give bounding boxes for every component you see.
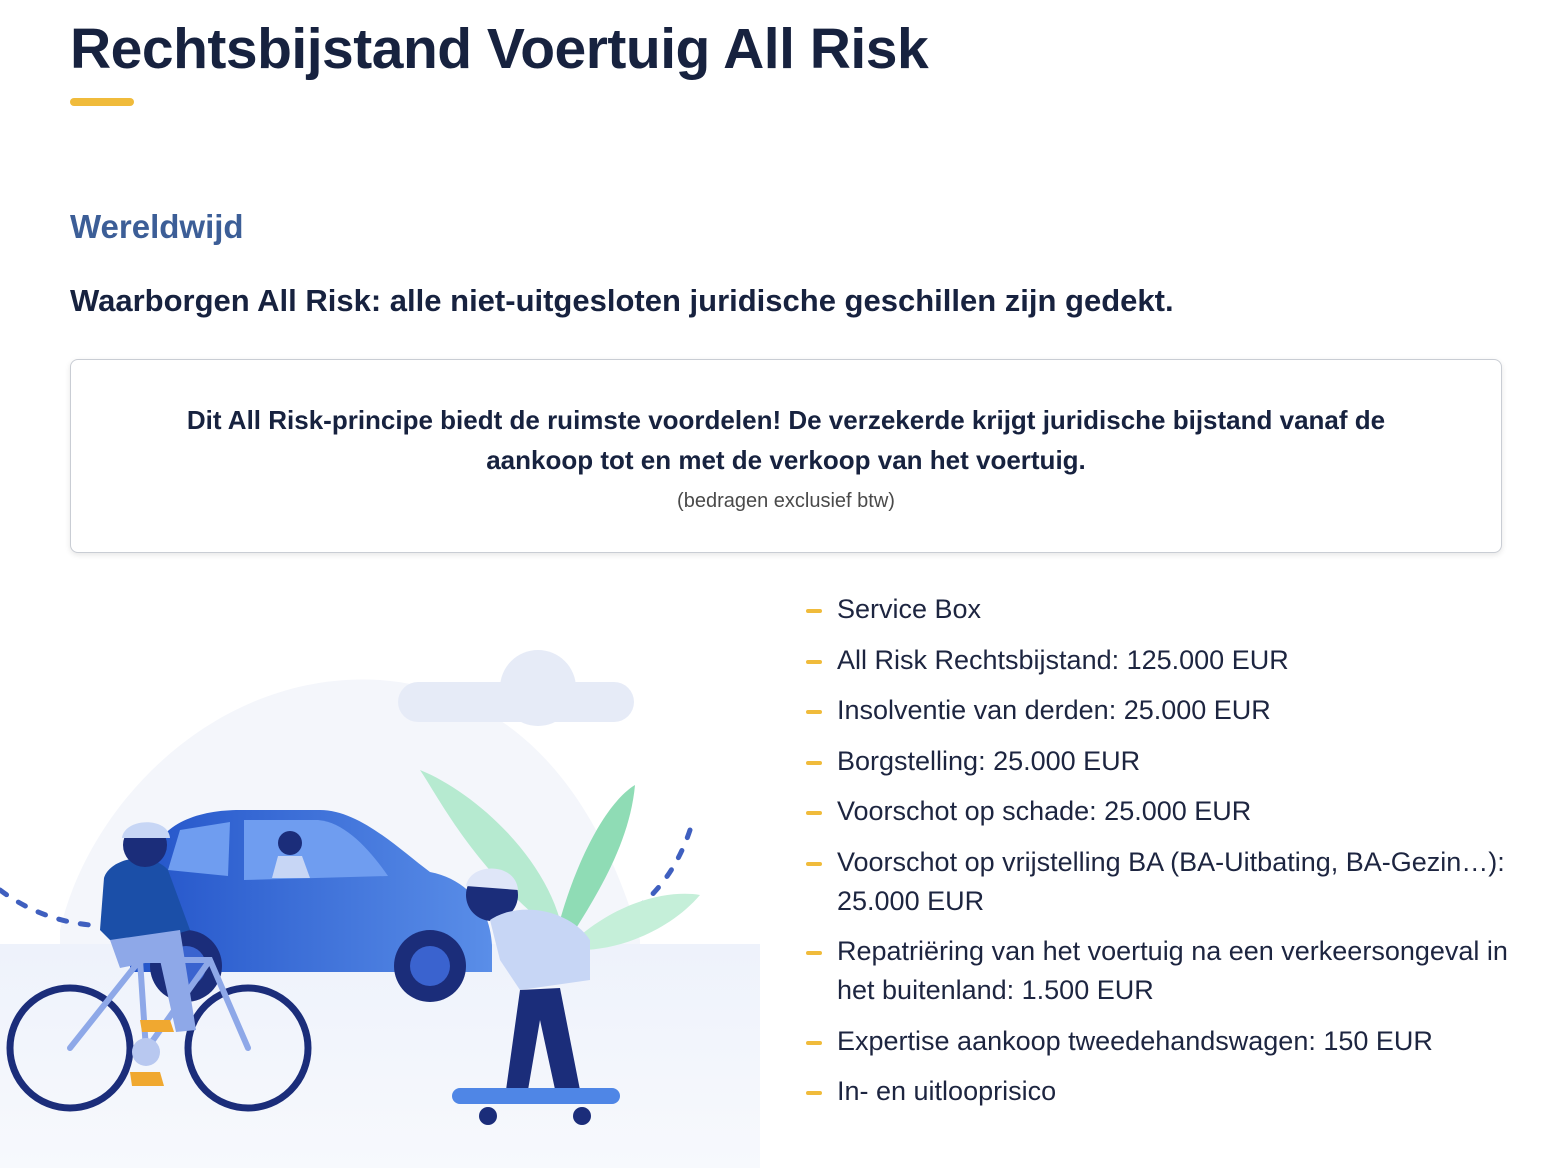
list-item: [806, 843, 1516, 921]
list-item-text: All Risk Rechtsbijstand: 125.000 EUR: [837, 644, 1289, 675]
info-box: [70, 359, 1502, 553]
section-subtitle: Waarborgen All Risk: alle niet-uitgesloten juridische geschillen zijn gedekt.: [70, 283, 1174, 318]
dash-bullet-icon: [806, 1091, 822, 1095]
dash-bullet-icon: [806, 761, 822, 765]
coverage-list: [806, 590, 1516, 1123]
list-item-text: Borgstelling: 25.000 EUR: [837, 745, 1141, 776]
list-item-text: Voorschot op schade: 25.000 EUR: [837, 796, 1252, 826]
dash-bullet-icon: [806, 660, 822, 664]
page-title: Rechtsbijstand Voertuig All Risk: [70, 17, 929, 81]
list-item: [806, 1022, 1516, 1061]
list-item-text: Voorschot op vrijstelling BA (BA-Uitbating, BA-Gezin…): 25.000 EUR: [837, 846, 1505, 916]
list-item: [806, 1072, 1516, 1111]
dash-bullet-icon: [806, 951, 822, 955]
list-item-text: Expertise aankoop tweedehandswagen: 150 EUR: [837, 1025, 1433, 1056]
info-note: (bedragen exclusief btw): [677, 490, 895, 512]
list-item: [806, 742, 1516, 781]
dash-bullet-icon: [806, 1041, 822, 1045]
mobility-illustration-icon: [0, 600, 760, 1168]
list-item-text: Repatriëring van het voertuig na een verkeersongeval in het buitenland: 1.500 EUR: [837, 936, 1508, 1005]
dash-bullet-icon: [806, 710, 822, 714]
list-item-text: Insolventie van derden: 25.000 EUR: [837, 695, 1271, 725]
list-item: [806, 641, 1516, 680]
list-item: [806, 792, 1516, 831]
list-item: [806, 691, 1516, 730]
dash-bullet-icon: [806, 609, 822, 613]
title-underline: [70, 98, 134, 106]
info-main-text: Dit All Risk-principe biedt de ruimste voordelen! De verzekerde krijgt juridische bijstand vanaf de aankoop tot en met de verkoop van het voertuig.: [186, 405, 1386, 475]
list-item-text: Service Box: [837, 594, 982, 624]
list-item: [806, 590, 1516, 629]
list-item-text: In- en uitlooprisico: [837, 1076, 1057, 1106]
list-item: [806, 932, 1516, 1010]
section-label: Wereldwijd: [70, 208, 244, 245]
illustration: [0, 600, 760, 1168]
dash-bullet-icon: [806, 862, 822, 866]
dash-bullet-icon: [806, 811, 822, 815]
